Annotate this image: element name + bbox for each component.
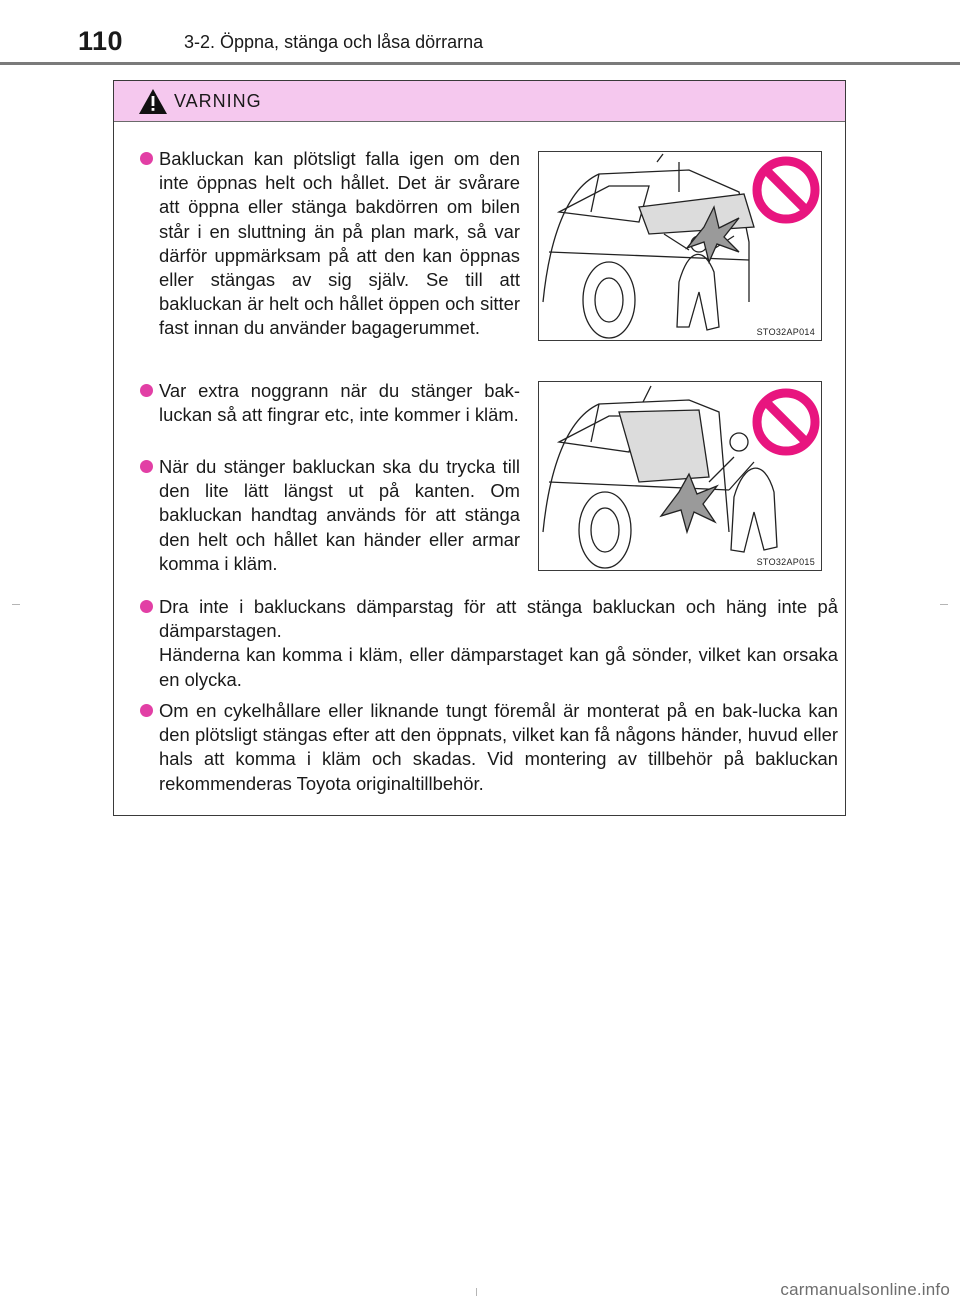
bullet-dot-icon — [140, 384, 153, 397]
warning-bullet-2 — [140, 379, 520, 427]
warning-bullet-3 — [140, 455, 520, 576]
bullet-paragraph: Om en cykelhållare eller liknande tungt föremål är monterat på en bak-lucka kan den plötsligt stängas efter att den öppnats, vilket kan få någons händer, huvud eller hals att komma i kläm och skadas. Vid montering av tillbehör på bakluckan rekommenderas Toyota originaltillbehör. — [159, 700, 838, 794]
figure-tailgate-closing — [538, 381, 822, 571]
crop-mark — [940, 604, 948, 605]
warning-triangle-icon — [138, 88, 168, 115]
warning-bullet-1 — [140, 147, 520, 341]
tailgate-closing-illustration — [539, 382, 822, 571]
header-rule — [0, 62, 960, 65]
bullet-dot-icon — [140, 152, 153, 165]
figure-code: STO32AP015 — [756, 557, 815, 567]
figure-code: STO32AP014 — [756, 327, 815, 337]
bullet-paragraph: Dra inte i bakluckans dämparstag för att stänga bakluckan och häng inte på dämparstagen. — [159, 596, 838, 642]
warning-box — [113, 80, 846, 816]
bullet-dot-icon — [140, 600, 153, 613]
bullet-paragraph: Händerna kan komma i kläm, eller dämparstaget kan gå sönder, vilket kan orsaka en olycka. — [159, 644, 838, 690]
section-title: 3-2. Öppna, stänga och låsa dörrarna — [184, 32, 484, 52]
watermark: carmanualsonline.info — [780, 1280, 950, 1299]
prohibition-icon — [757, 393, 815, 451]
crop-mark — [12, 604, 20, 605]
warning-label: VARNING — [174, 91, 262, 111]
warning-bullet-4 — [140, 595, 838, 692]
bullet-paragraph: Bakluckan kan plötsligt falla igen om den inte öppnas helt och hållet. Det är svårare att öppna eller stänga bakdörren om bilen står i en sluttning än på plan mark, så var därför uppmärksam på att den kan öppnas eller stängas av sig själv. Se till att bakluckan är helt och hållet öppen och sitter fast innan du använder bagagerummet. — [159, 148, 520, 339]
bullet-dot-icon — [140, 460, 153, 473]
figure-tailgate-falling — [538, 151, 822, 341]
prohibition-icon — [757, 161, 815, 219]
crop-mark — [476, 1288, 477, 1296]
tailgate-falling-illustration — [539, 152, 822, 341]
warning-bullet-5 — [140, 699, 838, 796]
bullet-dot-icon — [140, 704, 153, 717]
bullet-paragraph: När du stänger bakluckan ska du trycka till den lite lätt längst ut på kanten. Om bakluckan handtag används för att stänga den helt och hållet kan händer eller armar komma i kläm. — [159, 456, 520, 574]
warning-header — [114, 81, 845, 122]
page-number: 110 — [78, 26, 124, 56]
bullet-paragraph: Var extra noggrann när du stänger bak-luckan så att fingrar etc, inte kommer i kläm. — [159, 380, 520, 426]
